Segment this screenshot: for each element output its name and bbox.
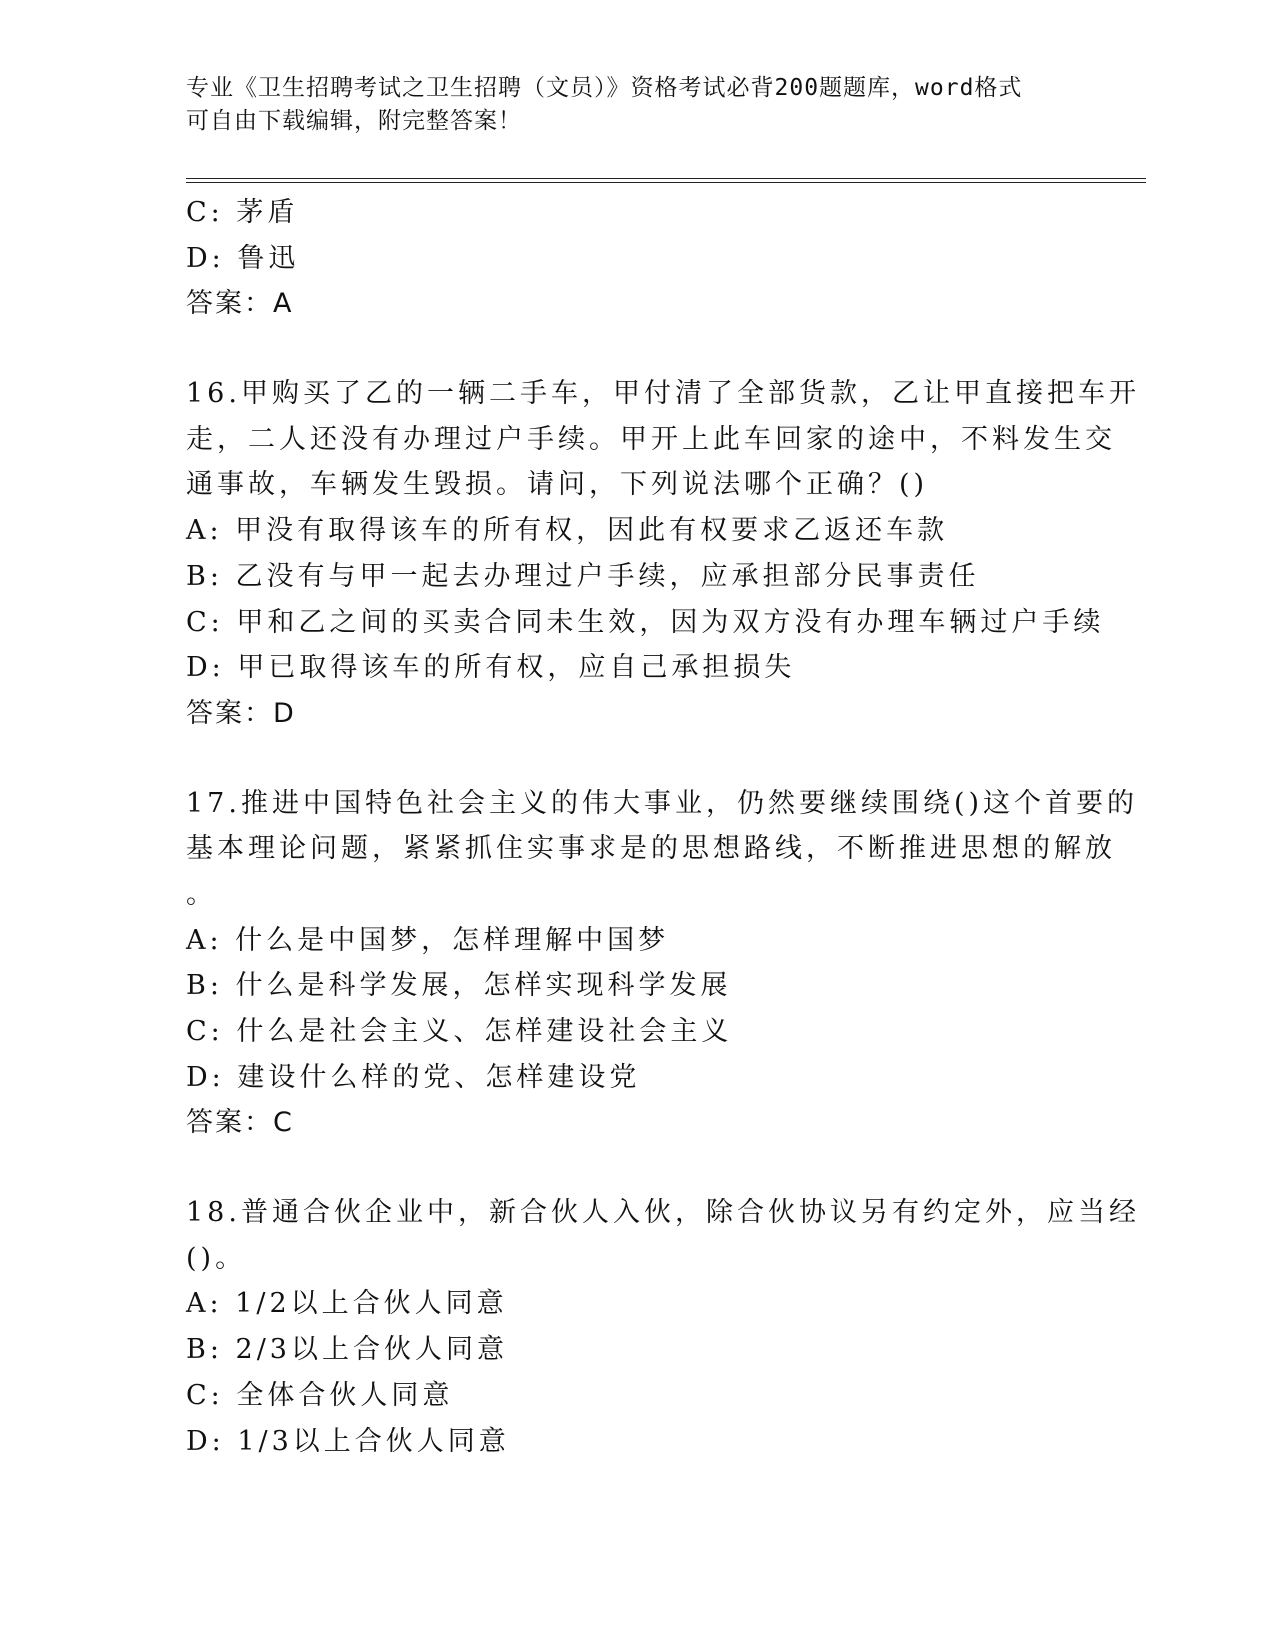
option-d: D: 鲁迅 bbox=[186, 242, 300, 274]
question-stem-line: 16.甲购买了乙的一辆二手车，甲付清了全部货款，乙让甲直接把车开 bbox=[186, 378, 1140, 410]
header-line-1: 专业《卫生招聘考试之卫生招聘（文员）》资格考试必背200题题库，word格式 bbox=[186, 75, 1023, 101]
answer: 答案：D bbox=[186, 697, 296, 729]
header-rule-top bbox=[186, 178, 1146, 179]
option-b: B: 2/3以上合伙人同意 bbox=[186, 1334, 508, 1366]
document-header bbox=[186, 72, 1066, 138]
document-body bbox=[186, 190, 1140, 1464]
question-17 bbox=[186, 781, 1139, 1147]
answer: 答案：A bbox=[186, 288, 294, 320]
question-stem-line: 17.推进中国特色社会主义的伟大事业，仍然要继续围绕()这个首要的 bbox=[186, 787, 1139, 819]
option-b: B: 乙没有与甲一起去办理过户手续，应承担部分民事责任 bbox=[186, 560, 980, 592]
option-c: C: 甲和乙之间的买卖合同未生效，因为双方没有办理车辆过户手续 bbox=[186, 606, 1105, 638]
option-a: A: 什么是中国梦，怎样理解中国梦 bbox=[186, 924, 670, 956]
question-16 bbox=[186, 371, 1140, 737]
question-stem-line: 。 bbox=[186, 878, 217, 910]
header-rule-bottom bbox=[186, 182, 1146, 183]
option-a: A: 1/2以上合伙人同意 bbox=[186, 1288, 508, 1320]
question-stem-line: 通事故，车辆发生毁损。请问，下列说法哪个正确？() bbox=[186, 469, 929, 501]
question-stem-line: 基本理论问题，紧紧抓住实事求是的思想路线，不断推进思想的解放 bbox=[186, 833, 1116, 865]
option-c: C: 全体合伙人同意 bbox=[186, 1379, 454, 1411]
option-a: A: 甲没有取得该车的所有权，因此有权要求乙返还车款 bbox=[186, 515, 949, 547]
option-d: D: 建设什么样的党、怎样建设党 bbox=[186, 1061, 641, 1093]
question-stem-line: 18.普通合伙企业中，新合伙人入伙，除合伙协议另有约定外，应当经 bbox=[186, 1197, 1140, 1229]
answer: 答案：C bbox=[186, 1107, 294, 1139]
option-d: D: 1/3以上合伙人同意 bbox=[186, 1425, 510, 1457]
question-18 bbox=[186, 1190, 1140, 1464]
option-c: C: 茅盾 bbox=[186, 197, 299, 228]
header-line-2: 可自由下载编辑，附完整答案！ bbox=[186, 108, 522, 134]
question-stem-line: 走，二人还没有办理过户手续。甲开上此车回家的途中，不料发生交 bbox=[186, 423, 1116, 455]
option-c: C: 什么是社会主义、怎样建设社会主义 bbox=[186, 1016, 733, 1047]
question-stem-line: ()。 bbox=[186, 1242, 247, 1274]
option-b: B: 什么是科学发展，怎样实现科学发展 bbox=[186, 970, 732, 1002]
option-d: D: 甲已取得该车的所有权，应自己承担损失 bbox=[186, 652, 796, 684]
question-15-tail bbox=[186, 190, 1086, 327]
